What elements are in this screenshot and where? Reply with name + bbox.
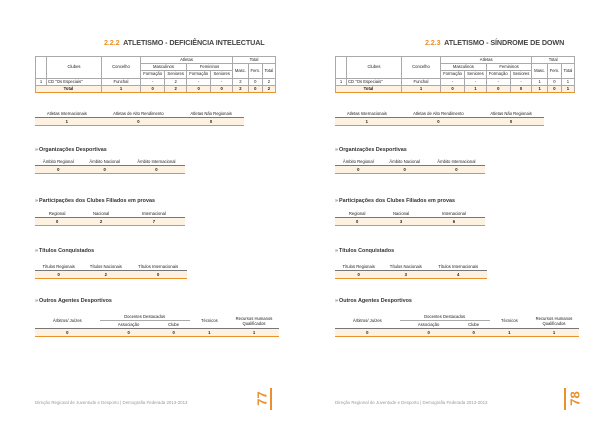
col-header: Títulos Internacionais <box>129 263 187 271</box>
cell: 0 <box>248 85 262 92</box>
section-title: ATLETISMO - DEFICIÊNCIA INTELECTUAL <box>123 38 265 47</box>
value-cell: 0 <box>35 271 82 279</box>
clube-header: Clube <box>158 321 190 329</box>
international-table <box>335 110 544 126</box>
cell: 0 <box>548 85 562 92</box>
nao-regionais-header: Atletas Não Regionais <box>478 110 544 118</box>
associacao-header: Associação <box>400 321 458 329</box>
cell: - <box>141 78 165 85</box>
athletes-table <box>35 56 276 93</box>
page-accent-bar <box>564 388 566 410</box>
seniores-f-header: Seniores <box>211 71 233 78</box>
atletas-header: Atletas <box>441 57 532 64</box>
section-heading-text: Outros Agentes Desportivos <box>39 298 112 304</box>
value-cell: 0 <box>99 118 179 126</box>
cell: - <box>441 78 465 85</box>
femininos-header: Femininos <box>187 64 233 71</box>
col-header: Internacional <box>123 210 185 218</box>
total-sub-header: Total <box>262 64 275 78</box>
page-title <box>425 38 564 47</box>
participations-table <box>35 210 185 226</box>
titles-table <box>35 263 187 279</box>
col-header: Regional <box>335 210 379 218</box>
seniores-m-header: Seniores <box>465 71 487 78</box>
section-heading: »Organizações Desportivas <box>335 147 407 153</box>
right-page <box>300 0 600 424</box>
value-cell: 0 <box>382 166 428 174</box>
cell: 0 <box>141 85 165 92</box>
value-cell: 0 <box>178 118 244 126</box>
cell: 0 <box>548 78 562 85</box>
club-name: CD "Os Especiais" <box>347 78 402 85</box>
cell: 1 <box>465 85 487 92</box>
agents-table <box>335 313 579 337</box>
total-row <box>336 85 575 92</box>
docentes-header: Docentes Destacados <box>400 313 490 321</box>
footer-text: Direção Regional de Juventude e Desporto | Demografia Federada 2013-2013 <box>35 400 188 405</box>
cell: 0 <box>486 85 510 92</box>
section-title: ATLETISMO - SÍNDROME DE DOWN <box>444 38 565 47</box>
cell: 1 <box>532 85 548 92</box>
value-cell: 0 <box>35 218 79 226</box>
value-cell: 1 <box>190 329 229 337</box>
col-header: Nacional <box>79 210 123 218</box>
col-header: Âmbito Nacional <box>382 158 428 166</box>
cell: 0 <box>187 85 211 92</box>
seniores-m-header: Seniores <box>165 71 187 78</box>
value-cell: 0 <box>335 166 382 174</box>
col-header: Títulos Nacionais <box>82 263 129 271</box>
value-cell: 0 <box>82 166 128 174</box>
masculinos-header: Masculinos <box>141 64 187 71</box>
cell: - <box>486 78 510 85</box>
concelho-header: Concelho <box>402 57 441 79</box>
cell: - <box>187 78 211 85</box>
value-cell: 0 <box>335 329 400 337</box>
value-cell: 0 <box>35 166 82 174</box>
cell: - <box>465 78 487 85</box>
section-number: 2.2.2 <box>104 38 120 47</box>
cell: 0 <box>441 85 465 92</box>
value-cell: 0 <box>399 118 479 126</box>
value-cell: 2 <box>79 218 123 226</box>
agents-table <box>35 313 279 337</box>
value-cell: 1 <box>335 118 399 126</box>
page-accent-bar <box>270 388 272 410</box>
recursos-header: Recursos Humanos Qualificados <box>229 313 279 329</box>
masc-header: Masc. <box>233 64 249 78</box>
cell: 2 <box>262 78 275 85</box>
value-cell: 1 <box>529 329 579 337</box>
col-header: Âmbito Regional <box>35 158 82 166</box>
concelho: Funchal <box>102 78 141 85</box>
value-cell: 4 <box>429 271 487 279</box>
atletas-header: Atletas <box>141 57 233 64</box>
clubes-header: Clubes <box>347 57 402 79</box>
cell: - <box>211 78 233 85</box>
nao-regionais-header: Atletas Não Regionais <box>178 110 244 118</box>
section-heading-text: Outros Agentes Desportivos <box>339 298 412 304</box>
row-number-header <box>36 57 47 79</box>
table-row <box>36 78 276 85</box>
value-cell: 0 <box>129 271 187 279</box>
total-header: Total <box>532 57 575 64</box>
section-heading: »Participações dos Clubes Filiados em provas <box>35 198 155 204</box>
alto-rendimento-header: Atletas de Alto Rendimento <box>399 110 479 118</box>
clubes-header: Clubes <box>47 57 102 79</box>
cell: 1 <box>532 78 548 85</box>
formacao-f-header: Formação <box>486 71 510 78</box>
value-cell: 0 <box>335 271 382 279</box>
club-name: CD "Os Especiais" <box>47 78 102 85</box>
section-heading-text: Organizações Desportivas <box>339 147 407 153</box>
col-header: Títulos Regionais <box>35 263 82 271</box>
formacao-m-header: Formação <box>141 71 165 78</box>
cell: 2 <box>165 78 187 85</box>
value-cell: 0 <box>478 118 544 126</box>
cell: 0 <box>248 78 262 85</box>
total-label: Total <box>336 85 402 92</box>
section-heading-text: Títulos Conquistados <box>39 248 95 254</box>
arbitros-header: Árbitros/ Juízes <box>35 313 100 329</box>
concelho: Funchal <box>402 78 441 85</box>
section-heading-text: Participações dos Clubes Filiados em provas <box>339 198 455 204</box>
section-heading: »Títulos Conquistados <box>35 248 95 254</box>
cell: - <box>510 78 532 85</box>
row-number-header <box>336 57 347 79</box>
col-header: Nacional <box>379 210 423 218</box>
page-number: 78 <box>567 391 583 406</box>
organizations-table <box>335 158 485 174</box>
tecnicos-header: Técnicos <box>190 313 229 329</box>
tecnicos-header: Técnicos <box>490 313 529 329</box>
concelho-header: Concelho <box>102 57 141 79</box>
value-cell: 7 <box>123 218 185 226</box>
value-cell: 0 <box>458 329 490 337</box>
page-number: 77 <box>254 391 270 406</box>
section-heading-text: Organizações Desportivas <box>39 147 107 153</box>
total-header: Total <box>233 57 276 64</box>
international-table <box>35 110 244 126</box>
arbitros-header: Árbitros/ Juízes <box>335 313 400 329</box>
fem-header: Fem. <box>248 64 262 78</box>
col-header: Títulos Regionais <box>335 263 382 271</box>
masc-header: Masc. <box>532 64 548 78</box>
value-cell: 1 <box>229 329 279 337</box>
value-cell: 3 <box>382 271 429 279</box>
cell: 1 <box>402 85 441 92</box>
cell: 2 <box>233 85 249 92</box>
organizations-table <box>35 158 185 174</box>
col-header: Âmbito Internacional <box>428 158 485 166</box>
value-cell: 1 <box>490 329 529 337</box>
formacao-f-header: Formação <box>187 71 211 78</box>
col-header: Títulos Nacionais <box>382 263 429 271</box>
value-cell: 0 <box>400 329 458 337</box>
intl-header: Atletas Internacionais <box>35 110 99 118</box>
section-number: 2.2.3 <box>425 38 441 47</box>
section-heading: »Outros Agentes Desportivos <box>335 298 412 304</box>
cell: 1 <box>561 78 574 85</box>
femininos-header: Femininos <box>486 64 532 71</box>
value-cell: 0 <box>335 218 379 226</box>
total-sub-header: Total <box>561 64 574 78</box>
titles-table <box>335 263 487 279</box>
footer-text: Direção Regional de Juventude e Desporto | Demografia Federada 2013-2013 <box>335 400 488 405</box>
col-header: Âmbito Nacional <box>82 158 128 166</box>
cell: 1 <box>561 85 574 92</box>
col-header: Âmbito Internacional <box>128 158 185 166</box>
table-row <box>336 78 575 85</box>
docentes-header: Docentes Destacados <box>100 313 190 321</box>
associacao-header: Associação <box>100 321 158 329</box>
recursos-header: Recursos Humanos Qualificados <box>529 313 579 329</box>
cell: 2 <box>262 85 275 92</box>
value-cell: 0 <box>128 166 185 174</box>
section-heading: »Outros Agentes Desportivos <box>35 298 112 304</box>
col-header: Títulos Internacionais <box>429 263 487 271</box>
row-number: 1 <box>36 78 47 85</box>
fem-header: Fem. <box>548 64 562 78</box>
cell: 0 <box>510 85 532 92</box>
value-cell: 6 <box>423 218 485 226</box>
value-cell: 0 <box>35 329 100 337</box>
cell: 0 <box>211 85 233 92</box>
value-cell: 1 <box>35 118 99 126</box>
col-header: Internacional <box>423 210 485 218</box>
section-heading-text: Participações dos Clubes Filiados em provas <box>39 198 155 204</box>
value-cell: 0 <box>158 329 190 337</box>
athletes-table <box>335 56 575 93</box>
participations-table <box>335 210 485 226</box>
seniores-f-header: Seniores <box>510 71 532 78</box>
clube-header: Clube <box>458 321 490 329</box>
cell: 2 <box>165 85 187 92</box>
alto-rendimento-header: Atletas de Alto Rendimento <box>99 110 179 118</box>
cell: 1 <box>102 85 141 92</box>
total-label: Total <box>36 85 102 92</box>
masculinos-header: Masculinos <box>441 64 487 71</box>
value-cell: 0 <box>100 329 158 337</box>
formacao-m-header: Formação <box>441 71 465 78</box>
section-heading-text: Títulos Conquistados <box>339 248 395 254</box>
value-cell: 0 <box>428 166 485 174</box>
value-cell: 3 <box>379 218 423 226</box>
col-header: Âmbito Regional <box>335 158 382 166</box>
cell: 2 <box>233 78 249 85</box>
value-cell: 2 <box>82 271 129 279</box>
intl-header: Atletas Internacionais <box>335 110 399 118</box>
row-number: 1 <box>336 78 347 85</box>
col-header: Regional <box>35 210 79 218</box>
section-heading: »Títulos Conquistados <box>335 248 395 254</box>
total-row <box>36 85 276 92</box>
section-heading: »Participações dos Clubes Filiados em provas <box>335 198 455 204</box>
section-heading: »Organizações Desportivas <box>35 147 107 153</box>
page-title <box>104 38 265 47</box>
